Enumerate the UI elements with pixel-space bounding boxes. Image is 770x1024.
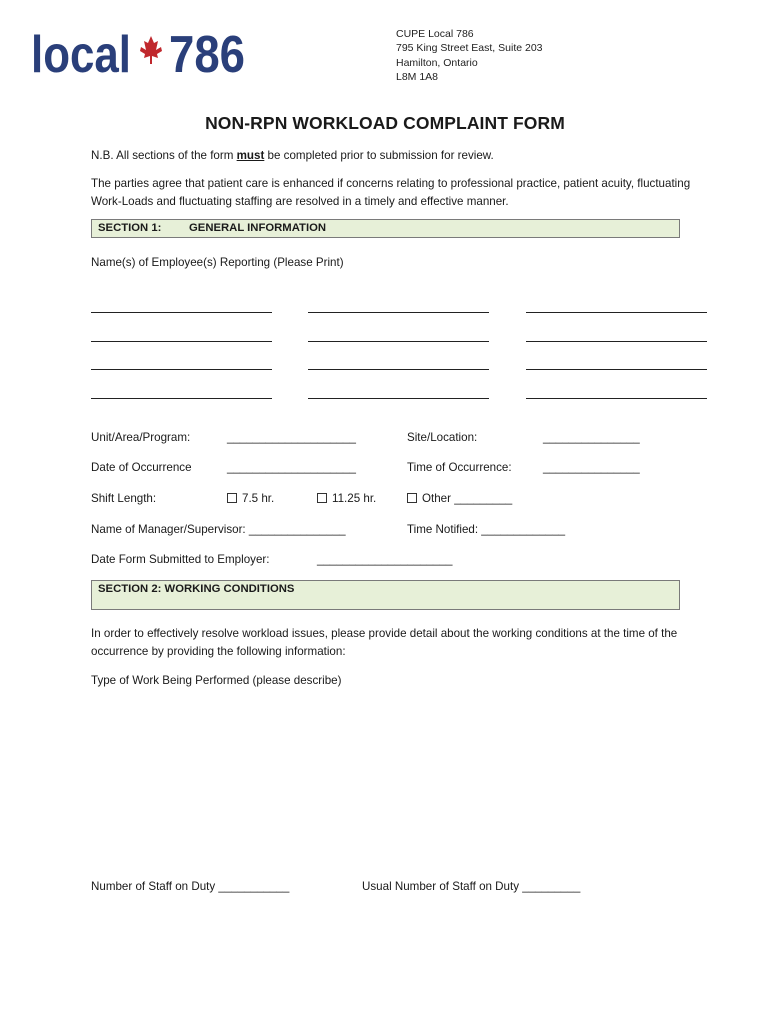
- logo-text-local: local: [31, 26, 131, 84]
- nb-prefix: N.B. All sections of the form: [91, 149, 237, 162]
- time-field[interactable]: _______________: [543, 461, 640, 474]
- form-title: NON-RPN WORKLOAD COMPLAINT FORM: [205, 113, 565, 133]
- shift-option-11-25[interactable]: [317, 490, 376, 508]
- unit-label: Unit/Area/Program:: [91, 431, 191, 444]
- site-label: Site/Location:: [407, 431, 478, 444]
- work-type-field[interactable]: [91, 695, 678, 865]
- employees-label: Name(s) of Employee(s) Reporting (Please Print): [91, 256, 344, 269]
- submitted-field[interactable]: _____________________: [317, 553, 453, 566]
- date-label: Date of Occurrence: [91, 461, 192, 474]
- submitted-label: Date Form Submitted to Employer:: [91, 553, 270, 566]
- shift-label: Shift Length:: [91, 492, 157, 505]
- staff-on-duty-field[interactable]: Number of Staff on Duty ___________: [91, 880, 290, 893]
- employee-name-line[interactable]: [526, 341, 707, 342]
- intro-paragraph: The parties agree that patient care is enhanced if concerns relating to professional practice, patient acuity, fluctuating Work-Loads and fluctuating staffing are resolved in a timely and effective manner.: [91, 177, 691, 208]
- checkbox-icon[interactable]: [317, 493, 327, 503]
- employee-name-line[interactable]: [91, 312, 272, 313]
- checkbox-icon[interactable]: [407, 493, 417, 503]
- address-line: CUPE Local 786: [396, 28, 474, 40]
- nb-notice: [91, 147, 494, 165]
- date-field[interactable]: ____________________: [227, 461, 356, 474]
- employee-name-line[interactable]: [308, 312, 489, 313]
- employee-name-line[interactable]: [308, 398, 489, 399]
- section-1-title: GENERAL INFORMATION: [189, 222, 327, 234]
- employee-name-line[interactable]: [308, 369, 489, 370]
- maple-leaf-icon: [140, 36, 162, 64]
- address-line: Hamilton, Ontario: [396, 56, 478, 69]
- manager-field[interactable]: Name of Manager/Supervisor: _______________: [91, 523, 346, 536]
- local-786-logo: [31, 24, 245, 84]
- logo-text-786: 786: [169, 26, 245, 84]
- work-type-label: Type of Work Being Performed (please describe): [91, 674, 342, 687]
- site-field[interactable]: _______________: [543, 431, 640, 444]
- usual-staff-field[interactable]: Usual Number of Staff on Duty _________: [362, 880, 581, 893]
- nb-emphasis: must: [236, 149, 265, 162]
- section-2-header: [91, 580, 680, 610]
- shift-option-other[interactable]: [407, 490, 512, 508]
- shift-option-label: Other _________: [422, 492, 513, 505]
- employee-name-line[interactable]: [91, 398, 272, 399]
- employee-name-line[interactable]: [526, 312, 707, 313]
- section-2-title: SECTION 2: WORKING CONDITIONS: [98, 583, 295, 595]
- section-2-intro: In order to effectively resolve workload issues, please provide detail about the working conditions at the time of the occurrence by providing the following information:: [91, 627, 678, 658]
- employee-name-line[interactable]: [91, 369, 272, 370]
- shift-option-7-5[interactable]: [227, 490, 274, 508]
- nb-suffix: be completed prior to submission for review.: [264, 149, 494, 162]
- address-line: L8M 1A8: [396, 70, 439, 83]
- union-address: [396, 27, 543, 84]
- time-notified-field[interactable]: Time Notified: _____________: [407, 523, 566, 536]
- section-1-number: SECTION 1:: [98, 222, 162, 234]
- address-line: 795 King Street East, Suite 203: [396, 42, 543, 55]
- checkbox-icon[interactable]: [227, 493, 237, 503]
- employee-name-line[interactable]: [526, 398, 707, 399]
- employee-name-line[interactable]: [308, 341, 489, 342]
- unit-field[interactable]: ____________________: [227, 431, 356, 444]
- section-1-header: [91, 219, 680, 238]
- time-label: Time of Occurrence:: [407, 461, 512, 474]
- employee-name-line[interactable]: [91, 341, 272, 342]
- shift-option-label: 7.5 hr.: [242, 492, 275, 505]
- shift-option-label: 11.25 hr.: [332, 492, 377, 505]
- employee-name-line[interactable]: [526, 369, 707, 370]
